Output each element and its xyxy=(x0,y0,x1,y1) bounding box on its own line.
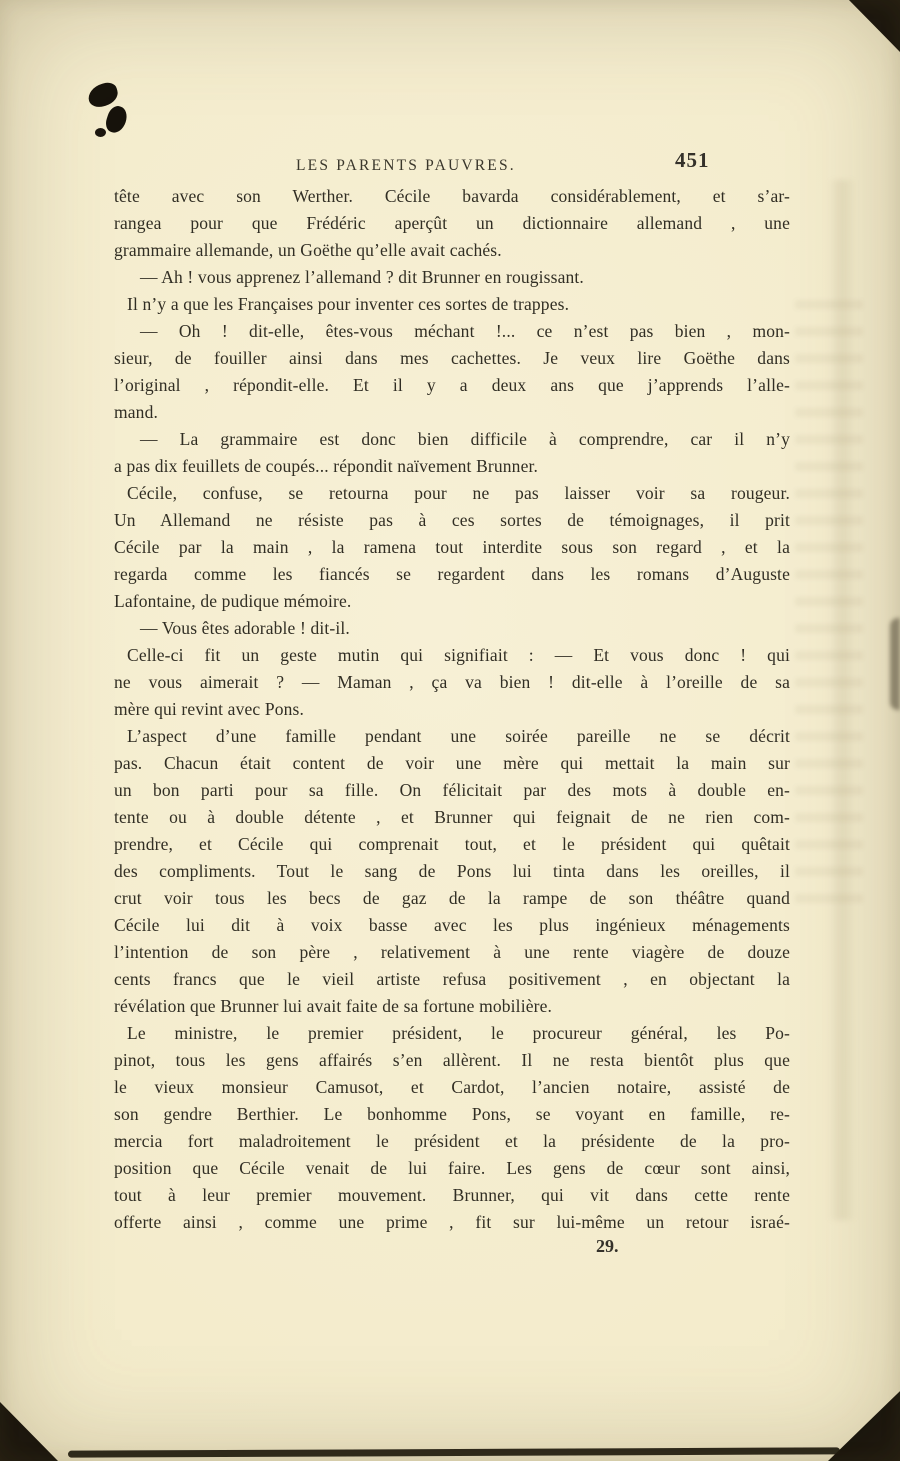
text-line: Cécile, confuse, se retourna pour ne pas laisser voir sa rougeur. xyxy=(127,483,790,503)
paragraph xyxy=(114,1020,790,1236)
text-line: — La grammaire est donc bien difficile à comprendre, car il n’y xyxy=(140,429,790,449)
text-line: le vieux monsieur Camusot, et Cardot, l’ancien notaire, assisté de xyxy=(114,1077,790,1097)
text-line: cents francs que le vieil artiste refusa positivement , en objectant la xyxy=(114,969,790,989)
page-number: 451 xyxy=(675,148,710,172)
paragraph xyxy=(114,642,790,723)
text-line: grammaire allemande, un Goëthe qu’elle avait cachés. xyxy=(114,240,502,260)
paragraph xyxy=(114,264,790,291)
signature-mark: 29. xyxy=(596,1236,619,1256)
text-line: l’intention de son père , relativement à une rente viagère de douze xyxy=(114,942,790,962)
text-line: — Oh ! dit-elle, êtes-vous méchant !... ce n’est pas bien , mon- xyxy=(140,321,790,341)
text-line: Le ministre, le premier président, le procureur général, les Po- xyxy=(127,1023,790,1043)
paragraph xyxy=(114,183,790,264)
text-line: tête avec son Werther. Cécile bavarda considérablement, et s’ar- xyxy=(114,186,790,206)
text-line: révélation que Brunner lui avait faite de sa fortune mobilière. xyxy=(114,996,553,1016)
text-line: L’aspect d’une famille pendant une soirée pareille ne se décrit xyxy=(127,726,790,746)
text-line: Un Allemand ne résiste pas à ces sortes de témoignages, il prit xyxy=(114,510,790,530)
scan-artifact-bleedthrough xyxy=(795,300,863,920)
text-line: mère qui revint avec Pons. xyxy=(114,699,305,719)
text-line: l’original , répondit-elle. Et il y a deux ans que j’apprends l’alle- xyxy=(114,375,790,395)
text-line: — Vous êtes adorable ! dit-il. xyxy=(140,618,350,638)
scan-artifact-corner-bottom-left xyxy=(0,1389,58,1461)
scan-artifact-right-edge-smudge xyxy=(890,618,900,710)
text-line: Il n’y a que les Françaises pour inventer ces sortes de trappes. xyxy=(127,294,570,314)
text-block xyxy=(114,183,790,1236)
text-line: des compliments. Tout le sang de Pons lui tinta dans les oreilles, il xyxy=(114,861,790,881)
text-line: Celle-ci fit un geste mutin qui signifiait : — Et vous donc ! qui xyxy=(127,645,790,665)
text-line: tente ou à double détente , et Brunner qui feignait de ne rien com- xyxy=(114,807,790,827)
scan-artifact-corner-top-right xyxy=(842,0,900,52)
text-line: pinot, tous les gens affairés s’en allèrent. Il ne resta bientôt plus que xyxy=(114,1050,790,1070)
paragraph xyxy=(114,318,790,426)
text-line: crut voir tous les becs de gaz de la rampe de son théâtre quand xyxy=(114,888,790,908)
text-line: ne vous aimerait ? — Maman , ça va bien ! dit-elle à l’oreille de sa xyxy=(114,672,790,692)
text-line: sieur, de fouiller ainsi dans mes cachettes. Je veux lire Goëthe dans xyxy=(114,348,790,368)
paragraph xyxy=(114,480,790,615)
text-line: offerte ainsi , comme une prime , fit sur lui-même un retour israé- xyxy=(114,1212,790,1232)
paragraph xyxy=(114,426,790,480)
text-line: son gendre Berthier. Le bonhomme Pons, se voyant en famille, re- xyxy=(114,1104,790,1124)
text-line: rangea pour que Frédéric aperçût un dictionnaire allemand , une xyxy=(114,213,790,233)
text-line: — Ah ! vous apprenez l’allemand ? dit Brunner en rougissant. xyxy=(140,267,584,287)
scan-artifact-ink-speck xyxy=(103,104,129,136)
text-line: mercia fort maladroitement le président et la présidente de la pro- xyxy=(114,1131,790,1151)
text-line: prendre, et Cécile qui comprenait tout, et le président qui quêtait xyxy=(114,834,790,854)
text-line: mand. xyxy=(114,402,159,422)
text-line: tout à leur premier mouvement. Brunner, qui vit dans cette rente xyxy=(114,1185,790,1205)
scan-artifact-ink-speck xyxy=(95,128,106,137)
text-line: a pas dix feuillets de coupés... répondit naïvement Brunner. xyxy=(114,456,539,476)
running-header-title: LES PARENTS PAUVRES. xyxy=(296,157,516,174)
text-line: Cécile lui dit à voix basse avec les plus ingénieux ménagements xyxy=(114,915,790,935)
paragraph xyxy=(114,615,790,642)
text-line: position que Cécile venait de lui faire. Les gens de cœur sont ainsi, xyxy=(114,1158,790,1178)
paragraph xyxy=(114,723,790,1020)
text-line: pas. Chacun était content de voir une mère qui mettait la main sur xyxy=(114,753,790,773)
text-line: Lafontaine, de pudique mémoire. xyxy=(114,591,352,611)
text-line: regarda comme les fiancés se regardent dans les romans d’Auguste xyxy=(114,564,790,584)
text-line: Cécile par la main , la ramena tout interdite sous son regard , et la xyxy=(114,537,790,557)
scan-artifact-bottom-edge xyxy=(68,1447,840,1457)
text-line: un bon parti pour sa fille. On félicitait par des mots à double en- xyxy=(114,780,790,800)
paragraph xyxy=(114,291,790,318)
